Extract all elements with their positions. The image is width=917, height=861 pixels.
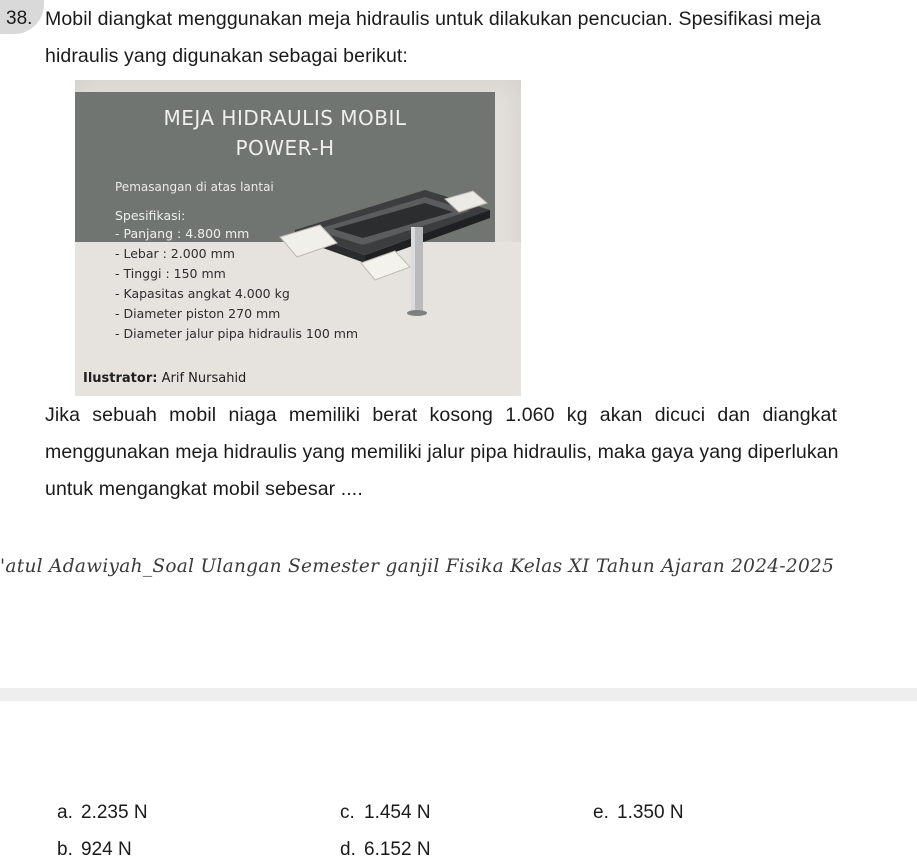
illustrator-label: Ilustrator:	[83, 371, 158, 386]
page-divider	[0, 688, 917, 701]
option-b-letter: b.	[57, 839, 73, 860]
spec-width: - Lebar : 2.000 mm	[115, 246, 235, 261]
question-body-line-1: Jika sebuah mobil niaga memiliki berat kosong 1.060 kg akan dicuci dan diangkat	[45, 404, 837, 426]
illustrator-credit	[83, 371, 246, 386]
spec-height: - Tinggi : 150 mm	[115, 266, 226, 281]
option-e[interactable]	[593, 802, 684, 824]
spec-heading: Spesifikasi:	[115, 208, 186, 223]
option-c[interactable]	[340, 802, 431, 824]
hydraulic-lift-illustration	[275, 185, 505, 335]
question-number: 38.	[6, 8, 33, 29]
question-body-line-2: menggunakan meja hidraulis yang memiliki jalur pipa hidraulis, maka gaya yang diperlukan	[45, 441, 839, 463]
spec-pipe-diameter: - Diameter jalur pipa hidraulis 100 mm	[115, 326, 359, 341]
option-d-letter: d.	[340, 839, 356, 860]
question-body-line-3: untuk mengangkat mobil sebesar ....	[45, 478, 363, 500]
figure-title-line-2: POWER-H	[235, 136, 335, 160]
option-d-value: 6.152 N	[364, 839, 431, 860]
spec-length: - Panjang : 4.800 mm	[115, 226, 250, 241]
illustrator-name: Arif Nursahid	[161, 371, 247, 386]
option-a-value: 2.235 N	[81, 802, 148, 823]
question-intro-line-2: hidraulis yang digunakan sebagai berikut:	[45, 45, 408, 67]
footer-credit: 'atul Adawiyah_Soal Ulangan Semester ganjil Fisika Kelas XI Tahun Ajaran 2024-2025	[0, 556, 835, 577]
option-c-letter: c.	[340, 802, 355, 823]
option-e-letter: e.	[593, 802, 609, 823]
option-c-value: 1.454 N	[364, 802, 431, 823]
option-b[interactable]	[57, 839, 132, 861]
option-e-value: 1.350 N	[617, 802, 684, 823]
option-a[interactable]	[57, 802, 148, 824]
hydraulic-table-figure	[75, 80, 521, 396]
spec-capacity: - Kapasitas angkat 4.000 kg	[115, 286, 290, 301]
option-d[interactable]	[340, 839, 431, 861]
option-a-letter: a.	[57, 802, 73, 823]
install-note: Pemasangan di atas lantai	[115, 180, 274, 194]
option-b-value: 924 N	[81, 839, 132, 860]
question-intro-line-1: Mobil diangkat menggunakan meja hidraulis untuk dilakukan pencucian. Spesifikasi meja	[45, 8, 821, 30]
figure-title-line-1: MEJA HIDRAULIS MOBIL	[163, 106, 407, 130]
spec-piston-diameter: - Diameter piston 270 mm	[115, 306, 281, 321]
